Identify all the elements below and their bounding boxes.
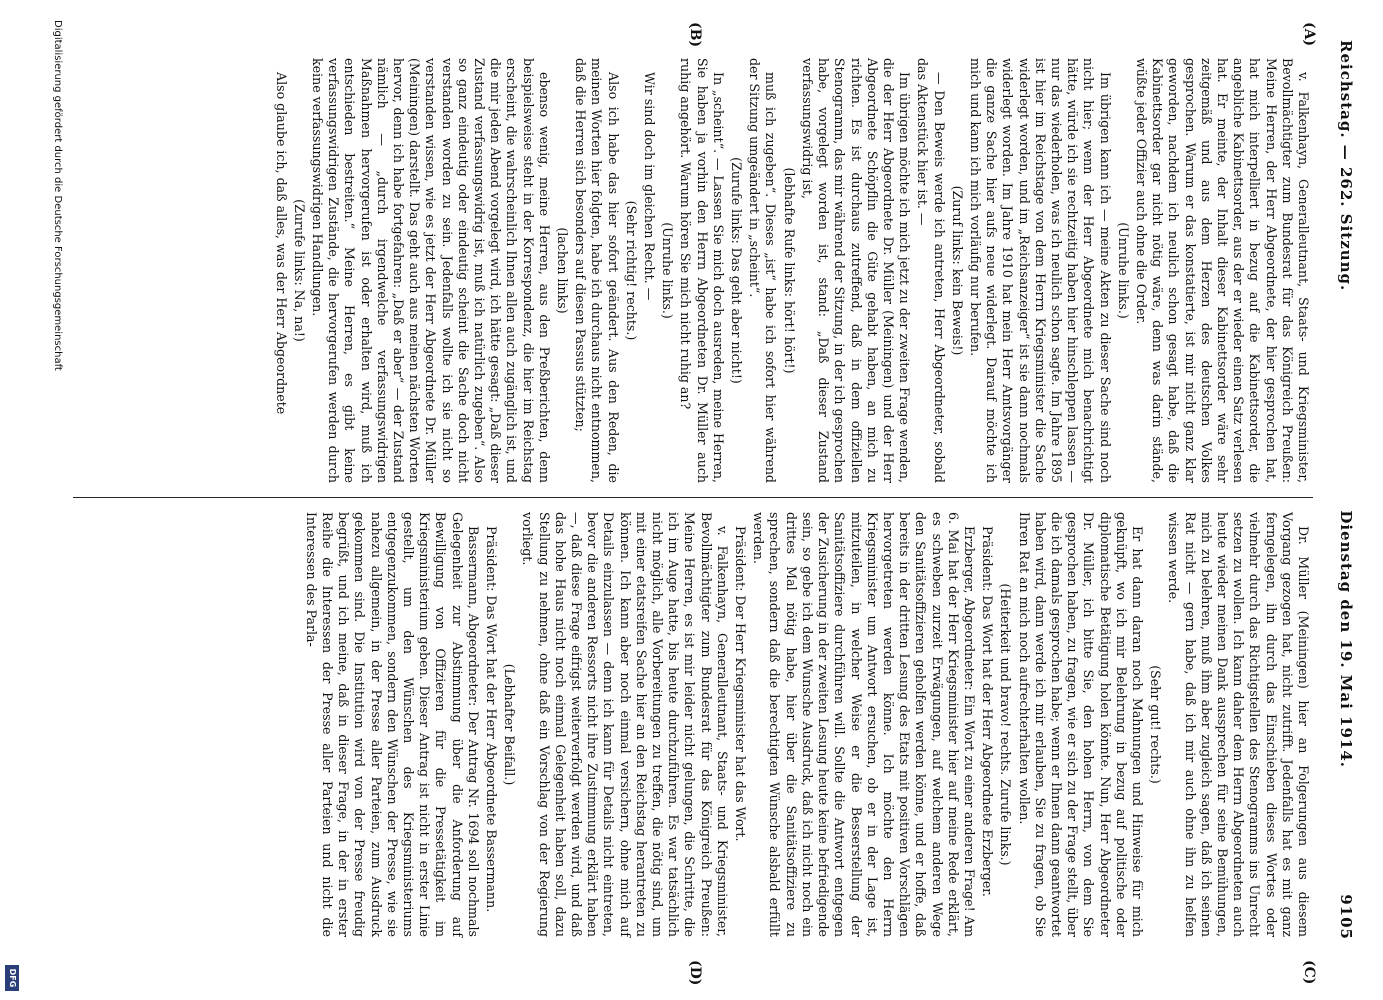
header-right (1337, 510, 1355, 940)
column-divider (73, 497, 1313, 498)
paragraph: (Heiterkeit und bravo! rechts. Zurufe links.) (998, 583, 1014, 866)
paragraph: (Zuruf links: kein Beweis!) (949, 185, 965, 356)
paragraph: Dr. Müller (Meiningen) hier an Folgerungen aus diesem Vorgang gezogen hat, nicht zutrifft. Jedenfalls hat es mit ganz ferngelegen, ihn durch das Einschieben dieses Wortes oder vielmehr durch das Richtigstellen des Stenogramms ins Unrecht setzen zu wollen. Ich kann daher dem Herrn Abgeordneten auch heute wieder meinen Dank aussprechen für seine Bemühungen, mich zu belehren, muß ihm aber zugleich sagen, daß ich seinen Rat nicht — gern habe, daß ich mir auch ohne ihn zu helfen wissen werde. (1166, 512, 1311, 937)
right-column (71, 512, 1311, 937)
header-left: Reichstag. — 262. Sitzung. (1337, 40, 1355, 292)
header-date: Dienstag den 19. Mai 1914. (1337, 510, 1355, 769)
paragraph: v. Falkenhayn, Generalleutnant, Staats- und Kriegsminister, Bevollmächtigter zum Bundesrat für das Königreich Preußen: Meine Herren, es ist mir leider nicht gelungen, die Schritte, die ich im Auge hatte, bis heute durchzuführen. Es war tatsächlich nicht möglich, alle Vorbereitungen zu treffen, die nötig sind, um mit einer etatsreifen Sache hier an den Reichstag herantreten zu können. Ich kann aber noch einmal versichern, ohne mich auf Details einzulassen — denn ich kann für Details nicht eintreten, bevor die anderen Ressorts nicht ihre Zustimmung erklärt haben —, daß diese Frage eifrigst weiterverfolgt werden wird, und daß das hohe Haus nicht noch einmal Gelegenheit haben soll, dazu Stellung zu nehmen, ohne daß ein Vorschlag von der Regierung vorliegt. (520, 512, 730, 937)
paragraph: Er hat dann daran noch Mahnungen und Hinweise für mich geknüpft, wo ich mir Belehrung in bezug auf politische oder diplomatische Betätigung holen könnte. Nun, Herr Abgeordneter Dr. Müller, ich bitte Sie, den hohen Herrn, von dem Sie gesprochen haben, zu fragen, wie er sich zu der Frage stellt, über die ich damals gesprochen habe; wenn er Ihnen dann geantwortet haben wird, dann werde ich mir erlauben, Sie zu fragen, ob Sie Ihren Rat an mich noch aufrechterhalten wollen. (1016, 512, 1145, 937)
margin-a: (A) (1301, 22, 1317, 47)
paragraph: (Unruhe links.) (660, 222, 676, 319)
dfg-logo: DFG (5, 965, 19, 991)
paragraph: — Den Beweis werde ich antreten, Herr Abgeordneter, sobald das Aktenstück hier ist. — (915, 58, 947, 483)
paragraph: muß ich zugeben“. Dieses „ist“ habe ich sofort hier während der Sitzung umgeändert in „scheint“. (747, 58, 779, 483)
page-number: 9105 (1337, 894, 1355, 940)
paragraph: (Sehr gut! rechts.) (1148, 665, 1164, 784)
paragraph: (Sehr richtig! rechts.) (623, 200, 639, 341)
paragraph: (Zurufe links: Das geht aber nicht!) (729, 157, 745, 384)
paragraph: Also glaube ich, daß alles, was der Herr Abgeordnete (273, 72, 289, 415)
margin-c: (C) (1301, 960, 1317, 985)
paragraph: Erzberger, Abgeordneter: Ein Wort zu einer anderen Frage! Am 6. Mai hat der Herr Kriegsminister hier auf meine Rede erklärt, es schweben zurzeit Erwägungen, auf welchem anderen Wege den Sanitätsoffizieren geholfen werden könne, und er hoffe, daß bereits in der dritten Lesung des Etats mit positiven Vorschlägen hervorgetreten werden könne. Ich möchte den Herrn Kriegsminister um Antwort ersuchen, ob er in der Lage ist, mitzuteilen, in welcher Weise er die Besserstellung der Sanitätsoffiziere durchführen will. Sollte die Antwort entgegen der Zusicherung in der zweiten Lesung heute keine befriedigende sein, so gebe ich dem Wunsche Ausdruck, daß ich nicht noch ein drittes Mal nötig habe, hier über die Sanitätsoffiziere zu sprechen, sondern daß die berechtigten Wünsche alsbald erfüllt werden. (751, 512, 977, 937)
paragraph: Präsident: Der Herr Kriegsminister hat das Wort. (733, 526, 749, 842)
paragraph: Im übrigen möchte ich mich jetzt zu der zweiten Frage wenden, die der Herr Abgeordnete Dr. Müller (Meiningen) und der Herr Abgeordnete Schöpflin die Güte gehabt haben, an mich zu richten. Es ist durchaus zutreffend, daß in dem offiziellen Stenogramm, das mir während der Sitzung, in der ich gesprochen habe, vorgelegt worden ist, stand: „Daß dieser Zustand verfassungswidrig ist, (799, 58, 913, 483)
paragraph: (lachen links) (555, 227, 571, 314)
paragraph: (Unruhe links.) (1115, 222, 1131, 319)
paragraph: (Zurufe links: Na, na!) (291, 199, 307, 342)
paragraph: (lebhafte Rufe links: hört! hört!) (781, 167, 797, 374)
paragraph: Präsident: Das Wort hat der Herr Abgeordnete Bassermann. (484, 526, 500, 913)
left-column (71, 58, 1311, 483)
paragraph: v. Falkenhayn, Generalleutnant, Staats- und Kriegsminister, Bevollmächtigter zum Bundesrat für das Königreich Preußen: Meine Herren, der Herr Abgeordnete, der hier gesprochen hat, hat mich interpelliert in bezug auf die Kabinettsorder, die angebliche Kabinettsorder, aus der er wieder einen Satz verlesen hat. Er meinte, der Inhalt dieser Kabinettsorder wäre sehr zeitgemäß und aus dem Herzen des deutschen Volkes gesprochen. Warum er das konstatierte, ist mir nicht ganz klar geworden, nachdem ich neulich schon gesagt habe, daß die Kabinettsorder gar nicht nötig wäre, denn was darin stände, wüßte jeder Offizier auch ohne die Order. (1133, 58, 1311, 483)
margin-b: (B) (687, 22, 703, 48)
paragraph: Im übrigen kann ich — meine Akten zu dieser Sache sind noch nicht hier; wenn der Herr Abgeordnete mich benachrichtigt hätte, würde ich sie rechtzeitig haben hier hinschleppen lassen — nur das wiederholen, was ich neulich schon sagte. Im Jahre 1895 ist hier im Reichstage von dem Herrn Kriegsminister die Sache widerlegt worden, und im „Reichsanzeiger“ ist sie dann nochmals widerlegt worden. Im Jahre 1910 hat mein Herr Amtsvorgänger die ganze Sache hier aufs neue widerlegt. Darauf möchte ich mich und kann ich mich vorläufig nur berufen. (967, 58, 1113, 483)
paragraph: In „scheint“. — Lassen Sie mich doch ausreden, meine Herren, Sie haben ja vorhin den Herrn Abgeordneten Dr. Müller auch ruhig angehört. Warum hören Sie mich nicht ruhig an? (678, 58, 726, 483)
page-header (1325, 40, 1355, 940)
margin-d: (D) (687, 960, 703, 986)
paragraph: Wir sind doch im gleichen Recht. — (642, 72, 658, 301)
paragraph: (Lebhafter Beifall.) (502, 663, 518, 786)
paragraph: ebenso wenig, meine Herren, aus den Preßberichten, denn beispielsweise steht in der Korrespondenz, die hier im Reichstag erscheint, die wahrscheinlich Ihnen allen auch zugänglich ist, und die mir jeden Abend vorgelegt wird, ich hätte gesagt: „Daß dieser Zustand verfassungswidrig ist, muß ich natürlich zugeben“. Also so ganz eindeutig oder eindeutig scheint die Sache doch nicht verstanden worden zu sein. Jedenfalls wollte ich sie nicht so verstanden wissen, wie es jetzt der Herr Abgeordnete Dr. Müller (Meiningen) darstellt. Das geht auch aus meinen nächsten Worten hervor, denn ich habe fortgefahren: „Daß er aber“ — der Zustand nämlich — „durch irgendwelche verfassungswidrigen Maßnahmen hervorgerufen ist oder erhalten wird, muß ich entschieden bestreiten.“ Meine Herren, es gibt keine verfassungswidrigen Zustände, die hervorgerufen werden durch keine verfassungswidrigen Handlungen. (310, 58, 552, 483)
footer-credit: Digitalisierung gefördert durch die Deutsche Forschungsgemeinschaft (52, 20, 63, 371)
paragraph: Präsident: Das Wort hat der Herr Abgeordnete Erzberger. (980, 526, 996, 897)
paragraph: Bassermann, Abgeordneter: Der Antrag Nr. 1694 soll nochmals Gelegenheit zur Abstimmung über die Anforderung auf Bewilligung von Offizieren für die Pressetätigkeit im Kriegsministerium geben. Dieser Antrag ist nicht in erster Linie gestellt, um den Wünschen des Kriegsministeriums entgegenzukommen, sondern den Wünschen der Presse, wie sie nahezu allgemein, in der Presse aller Parteien, zum Ausdruck gekommen sind. Die Institution wird von der Presse freudig begrüßt, und ich meine, daß in dieser Frage, in der in erster Reihe die Interessen der Presse aller Parteien und nicht die Interessen des Parla- (303, 512, 481, 937)
paragraph: Also ich habe das hier sofort geändert. Aus den Reden, die meinen Worten hier folgten, habe ich durchaus nicht entnommen, daß die Herren sich besonders auf diesen Passus stützten; (573, 58, 621, 483)
